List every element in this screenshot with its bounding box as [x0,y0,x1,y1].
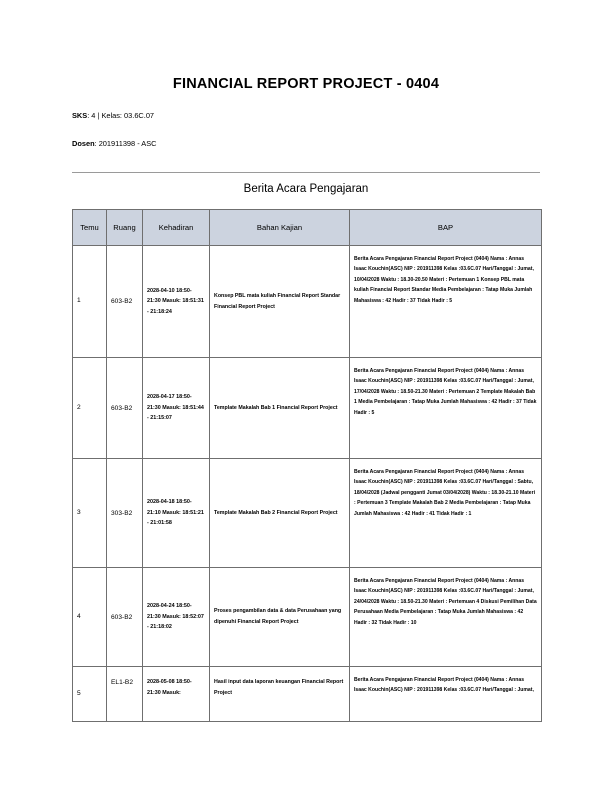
cell-bap: Berita Acara Pengajaran Financial Report Project (0404) Nama : Annas Isaac Kouchin(ASC) NIP : 201911398 Kelas :03.6C.07 Hari/Tanggal : Sabtu, 18/04/2028 (Jadwal pengganti Jumat 03/04/2028) Waktu : 18.30-21.10 Materi : Pertemuan 3 Template Makalah Bab 2 Media Pembelajaran : Tatap Muka Jumlah Mahasiswa : 42 Hadir : 41 Tidak Hadir : 1 [350,459,542,568]
cell-ruang: 603-B2 [107,358,143,459]
cell-kehadiran: 2028-05-08 18:50-21:30 Masuk: [143,667,210,722]
dosen-line [72,139,157,148]
table-row [73,459,542,568]
table-row [73,358,542,459]
cell-bahan-kajian: Proses pengambilan data & data Perusahaan yang dipenuhi Financial Report Project [210,568,350,667]
cell-bap: Berita Acara Pengajaran Financial Report Project (0404) Nama : Annas Isaac Kouchin(ASC) NIP : 201911398 Kelas :03.6C.07 Hari/Tanggal : Jumat, 10/04/2028 Waktu : 18.30-20.50 Materi : Pertemuan 1 Konsep PBL mata kuliah Financial Report Standar Media Pembelajaran : Tatap Muka Jumlah Mahasiswa : 42 Hadir : 37 Tidak Hadir : 5 [350,246,542,358]
cell-temu: 3 [73,459,107,568]
dosen-label: Dosen [72,139,95,148]
header-ruang: Ruang [107,210,143,246]
cell-bahan-kajian: Template Makalah Bab 1 Financial Report Project [210,358,350,459]
cell-kehadiran: 2028-04-24 18:50-21:30 Masuk: 18:52:07 - 21:18:02 [143,568,210,667]
cell-kehadiran: 2028-04-10 18:50-21:30 Masuk: 18:51:31 - 21:18:24 [143,246,210,358]
table-row [73,568,542,667]
sks-class-value: : 4 | Kelas: 03.6C.07 [87,111,155,120]
section-divider [72,172,540,173]
cell-temu: 1 [73,246,107,358]
sks-class-line [72,111,154,120]
sks-label: SKS [72,111,88,120]
cell-bahan-kajian: Template Makalah Bab 2 Financial Report Project [210,459,350,568]
header-bap: BAP [350,210,542,246]
cell-bahan-kajian: Konsep PBL mata kuliah Financial Report Standar Financial Report Project [210,246,350,358]
dosen-value: : 201911398 - ASC [94,139,157,148]
report-title: FINANCIAL REPORT PROJECT - 0404 [172,76,440,92]
cell-temu: 5 [73,667,107,722]
cell-bap: Berita Acara Pengajaran Financial Report Project (0404) Nama : Annas Isaac Kouchin(ASC) NIP : 201911398 Kelas :03.6C.07 Hari/Tanggal : Jumat, 24/04/2028 Waktu : 18.50-21.30 Materi : Pertemuan 4 Diskusi Pemilihan Data Perusahaan Media Pembelajaran : Tatap Muka Jumlah Mahasiswa : 42 Hadir : 32 Tidak Hadir : 10 [350,568,542,667]
cell-kehadiran: 2028-04-17 18:50-21:30 Masuk: 18:51:44 - 21:15:07 [143,358,210,459]
cell-ruang: 603-B2 [107,246,143,358]
cell-kehadiran: 2028-04-18 18:50-21:10 Masuk: 18:51:21 - 21:01:58 [143,459,210,568]
header-temu: Temu [73,210,107,246]
cell-bahan-kajian: Hasil input data laporan keuangan Financial Report Project [210,667,350,722]
header-bahan-kajian: Bahan Kajian [210,210,350,246]
bap-table [72,209,542,722]
header-kehadiran: Kehadiran [143,210,210,246]
cell-bap: Berita Acara Pengajaran Financial Report Project (0404) Nama : Annas Isaac Kouchin(ASC) NIP : 201911398 Kelas :03.6C.07 Hari/Tanggal : Jumat, 17/04/2028 Waktu : 18.50-21.30 Materi : Pertemuan 2 Template Makalah Bab 1 Media Pembelajaran : Tatap Muka Jumlah Mahasiswa : 42 Hadir : 37 Tidak Hadir : 5 [350,358,542,459]
cell-ruang: 303-B2 [107,459,143,568]
cell-temu: 4 [73,568,107,667]
table-header-row [73,210,542,246]
cell-ruang: EL1-B2 [107,667,143,722]
cell-ruang: 603-B2 [107,568,143,667]
section-title: Berita Acara Pengajaran [243,183,369,195]
cell-bap: Berita Acara Pengajaran Financial Report Project (0404) Nama : Annas Isaac Kouchin(ASC) NIP : 201911398 Kelas :03.6C.07 Hari/Tanggal : Jumat, [350,667,542,722]
table-row [73,246,542,358]
cell-temu: 2 [73,358,107,459]
table-row [73,667,542,722]
